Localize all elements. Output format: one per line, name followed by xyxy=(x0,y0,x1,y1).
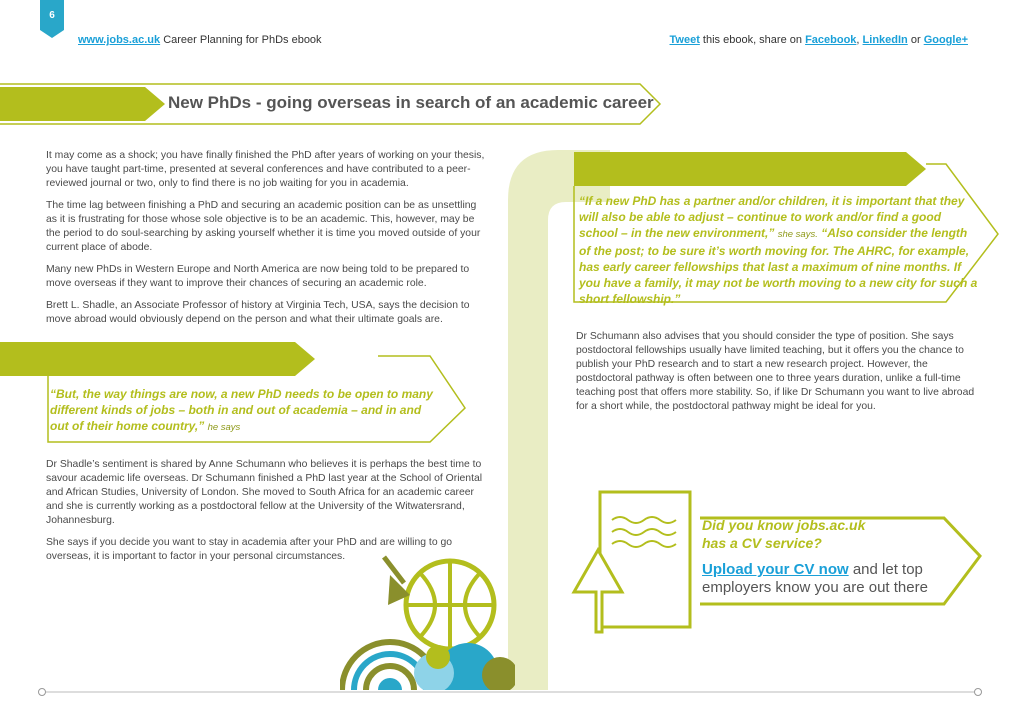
paragraph: She says if you decide you want to stay in academia after your PhD and are willing to go overseas, it is important to factor in your personal circumstances. xyxy=(46,537,453,562)
site-link[interactable]: www.jobs.ac.uk xyxy=(78,34,161,46)
paragraph: Many new PhDs in Western Europe and North America are now being told to be prepared to move overseas if they want to improve their chances of securing an academic role. xyxy=(46,264,470,289)
share-text: this ebook, share on xyxy=(702,34,802,46)
page-number-tab xyxy=(40,0,64,38)
linkedin-link[interactable]: LinkedIn xyxy=(862,34,908,46)
left-pull-quote xyxy=(50,386,440,436)
quote-text: “But, the way things are now, a new PhD needs to be open to many different kinds of jobs – both in and out of academia – and in and out of their home country,” xyxy=(50,387,433,433)
or-text: or xyxy=(910,34,921,46)
cv-heading-line-2: has a CV service? xyxy=(702,535,822,551)
globe-circles-decoration xyxy=(340,555,515,690)
quote-text: “If a new PhD has a partner and/or children, it is important that they will also be able to adjust – continue to work and/or find a good school – in the new environment,” xyxy=(579,194,965,240)
cv-service-rest: and let top employers know you are out there xyxy=(702,561,928,596)
left-column-top xyxy=(46,149,486,335)
quote-attribution: he says xyxy=(207,422,241,433)
page-title: New PhDs - going overseas in search of an academic career xyxy=(168,93,654,112)
page-number: 6 xyxy=(49,10,55,21)
comma-separator: , xyxy=(856,34,860,46)
ebook-title: Career Planning for PhDs ebook xyxy=(163,34,322,46)
facebook-link[interactable]: Facebook xyxy=(805,34,857,46)
cv-service-heading xyxy=(702,516,972,552)
quote-attribution: she says. xyxy=(777,229,818,240)
cv-heading-line-1: Did you know jobs.ac.uk xyxy=(702,517,866,533)
googleplus-link[interactable]: Google+ xyxy=(923,34,968,46)
quote-text-continued: “Also consider the length of the post; to be sure it’s worth moving for. The AHRC, for example, has early career fellowships that last a maximum of nine months. If you have a family, it may not be worth moving to a new city for such a short fellowship.” xyxy=(579,226,978,306)
tweet-link[interactable]: Tweet xyxy=(669,34,700,46)
right-pull-quote xyxy=(579,193,979,307)
header-left xyxy=(78,34,322,46)
footer-rule xyxy=(0,684,1024,700)
upload-cv-link[interactable]: Upload your CV now xyxy=(702,561,849,578)
paragraph: Dr Shadle’s sentiment is shared by Anne Schumann who believes it is perhaps the best time to savour academic life overseas. Dr Schumann finished a PhD last year at the School of Oriental and African Studies, University of London. She moved to South Africa for an academic career and she is currently working as a postdoctoral fellow at the University of the Witwatersrand, Johannesburg. xyxy=(46,459,483,526)
paragraph: The time lag between finishing a PhD and securing an academic position can be as unsettling as it is frustrating for those whose sole objective is to be an academic. This, however, may be the period to do soul-searching by asking yourself whether it is time you moved outside of your current place of abode. xyxy=(46,200,481,253)
paragraph: Brett L. Shadle, an Associate Professor of history at Virginia Tech, USA, says the decision to move abroad would obviously depend on the person and what their ultimate goals are. xyxy=(46,300,470,325)
right-column xyxy=(576,330,984,422)
header-share xyxy=(670,34,969,46)
paragraph: It may come as a shock; you have finally finished the PhD after years of working on your thesis, you have taught part-time, presented at several conferences and have contributed to a peer-reviewed journal or two, only to find there is no job waiting for you in academia. xyxy=(46,150,485,189)
cv-service-text xyxy=(702,561,972,597)
paragraph: Dr Schumann also advises that you should consider the type of position. She says postdoctoral fellowships usually have limited teaching, but it offers you the chance to publish your PhD research and to start a new research project. However, the postdoctoral pathway is often between one to three years duration, unlike a full-time teaching post that offers more stability. So, if like Dr Schumann you want to live abroad for a short while, the postdoctoral pathway might be ideal for you. xyxy=(576,331,975,412)
